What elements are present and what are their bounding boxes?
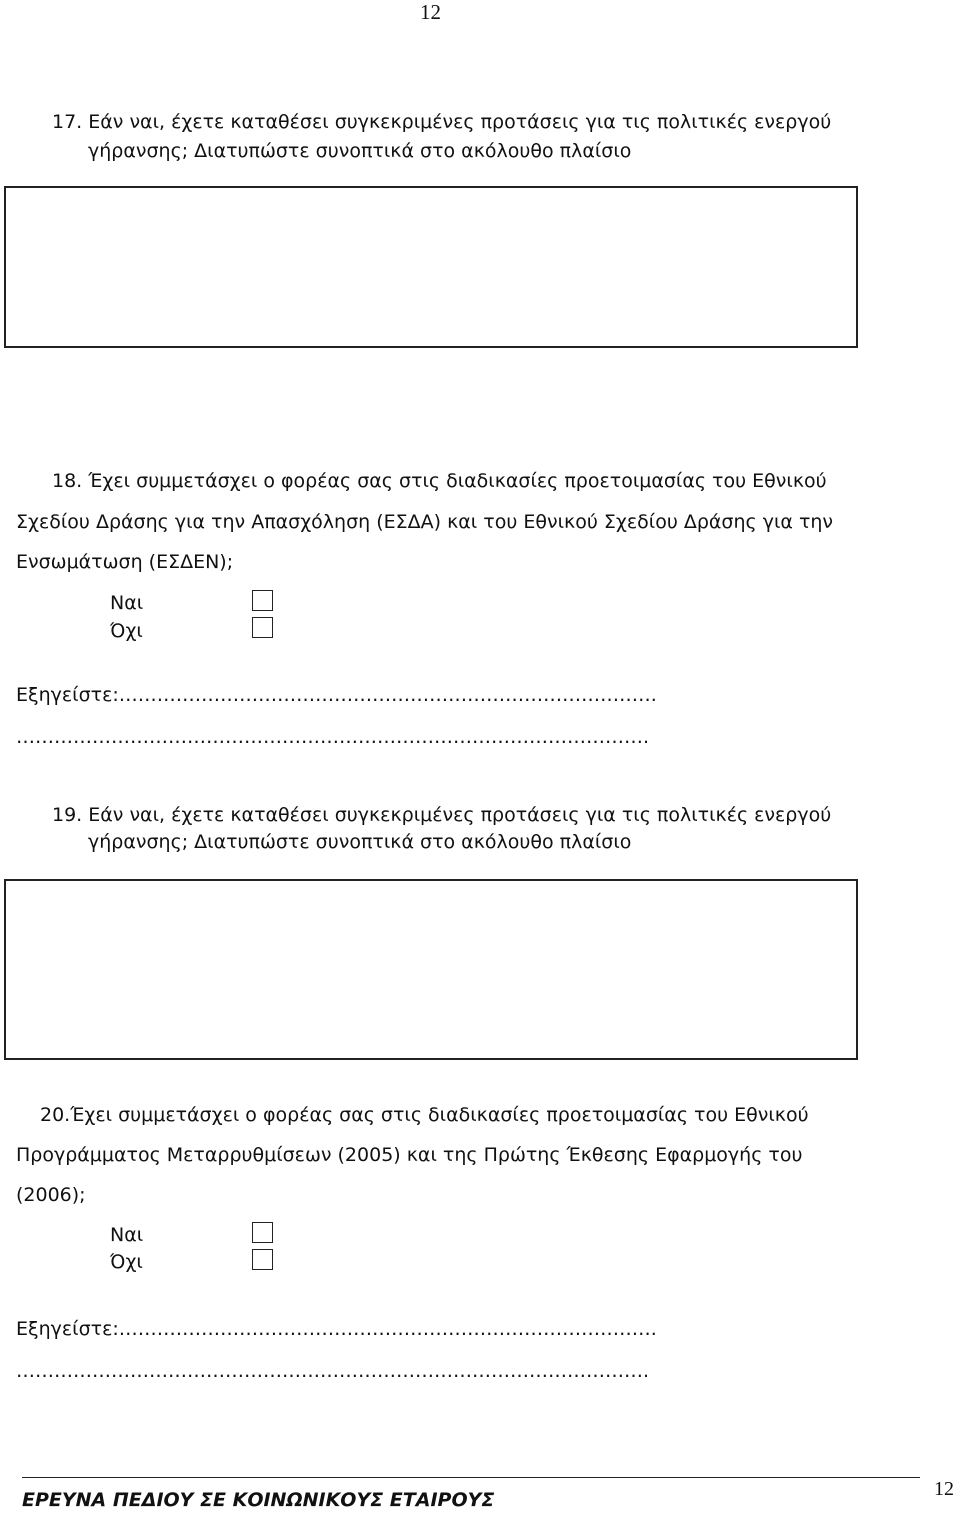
question-18-line-3: Ενσωμάτωση (ΕΣΔΕΝ); — [16, 551, 234, 573]
question-18-no-checkbox[interactable] — [252, 617, 273, 638]
footer-rule — [22, 1477, 920, 1478]
question-19-answer-box[interactable] — [4, 879, 858, 1060]
question-20-line-2: Προγράμματος Μεταρρυθμίσεων (2005) και της Πρώτης Έκθεσης Εφαρμογής του — [16, 1144, 803, 1166]
question-18-line-2: Σχεδίου Δράσης για την Απασχόληση (ΕΣΔΑ) και του Εθνικού Σχεδίου Δράσης για την — [16, 511, 834, 533]
question-18-explain-dots[interactable]: ………………………………………………………………………………………. — [16, 726, 650, 748]
question-20-explain-dots[interactable]: ………………………………………………………………………………………. — [16, 1360, 650, 1382]
footer-title: ΕΡΕΥΝΑ ΠΕΔΙΟΥ ΣΕ ΚΟΙΝΩΝΙΚΟΥΣ ΕΤΑΙΡΟΥΣ — [22, 1489, 495, 1511]
question-20-option-no-label: Όχι — [110, 1251, 143, 1273]
question-18-line-1: 18. Έχει συμμετάσχει ο φορέας σας στις διαδικασίες προετοιμασίας του Εθνικού — [52, 470, 827, 492]
question-20-line-3: (2006); — [16, 1184, 86, 1206]
question-18-explain-line[interactable]: Εξηγείστε:…………………………………………………………………………. — [16, 684, 657, 706]
question-20-line-1: 20.Έχει συμμετάσχει ο φορέας σας στις διαδικασίες προετοιμασίας του Εθνικού — [40, 1104, 809, 1126]
question-18-option-no-label: Όχι — [110, 620, 143, 642]
question-17-line-2: γήρανσης; Διατυπώστε συνοπτικά στο ακόλουθο πλαίσιο — [88, 140, 632, 162]
question-20-option-yes-label: Ναι — [110, 1224, 144, 1246]
question-18-yes-checkbox[interactable] — [252, 590, 273, 611]
question-18-option-yes-label: Ναι — [110, 592, 144, 614]
question-19-line-1: 19. Εάν ναι, έχετε καταθέσει συγκεκριμένες προτάσεις για τις πολιτικές ενεργού — [52, 804, 832, 826]
question-19-line-2: γήρανσης; Διατυπώστε συνοπτικά στο ακόλουθο πλαίσιο — [88, 831, 632, 853]
question-17-answer-box[interactable] — [4, 186, 858, 348]
question-20-explain-line[interactable]: Εξηγείστε:…………………………………………………………………………. — [16, 1318, 657, 1340]
footer-page-number: 12 — [934, 1478, 954, 1500]
question-17-line-1: 17. Εάν ναι, έχετε καταθέσει συγκεκριμένες προτάσεις για τις πολιτικές ενεργού — [52, 111, 832, 133]
question-20-no-checkbox[interactable] — [252, 1249, 273, 1270]
question-20-yes-checkbox[interactable] — [252, 1222, 273, 1243]
page-number-top: 12 — [420, 0, 441, 24]
